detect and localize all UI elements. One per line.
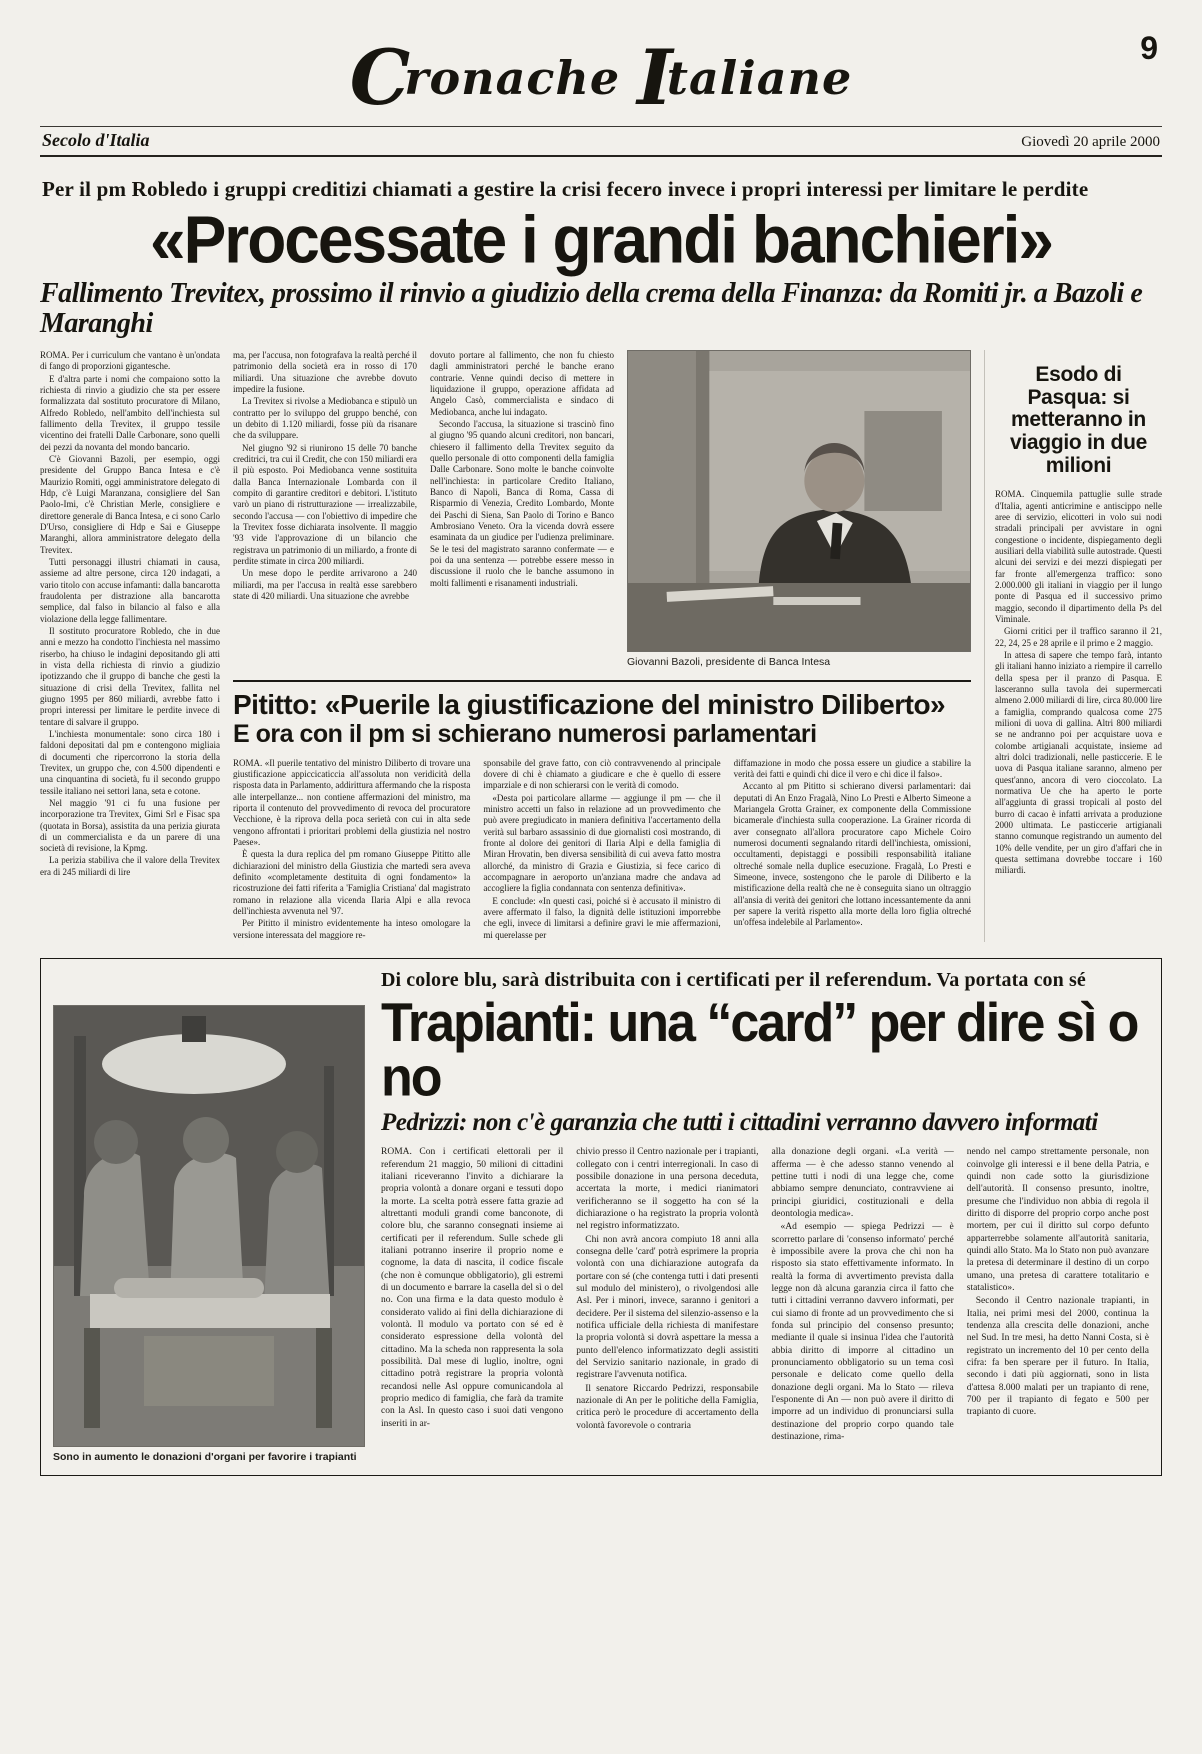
easter-headline: Esodo di Pasqua: si metteranno in viaggio in due milioni [1010,363,1147,477]
main-body [40,350,1162,942]
middle-top-row [233,350,971,668]
transplant-article [40,958,1162,1476]
masthead-word-1: ronache [404,51,621,105]
transplant-column-1: ROMA. Con i certificati elettorali per il referendum 21 maggio, 50 milioni di cittadini italiani riceveranno l'invito a dichiarare la propria volontà a donare organi e tessuti dopo la morte. La scelta potrà essere fatta grazie ad altrettanti moduli grandi come banconote, di colore blu, che saranno consegnati insieme ai certificati per il referendum. Sulle schede gli italiani potranno inserire il proprio nome e cognome, la data di nascita, il codice fiscale (che non è comunque obbligatorio), gli estremi di un documento e barrare la casella del sì o del no. Con una firma e la data questo modulo è considerato valido ai fini della dichiarazione di volontà. Il modulo va portato con sé ed è considerato espressione della volontà del cittadino. Ma la scheda non rappresenta la sola possibilità. Dal mese di luglio, inoltre, ogni cittadino potrà registrare la propria volontà recandosi nelle Asl oppure comunicandola al proprio medico di famiglia, che farà da tramite con la Asl. In questo caso i suoi dati vengono inseriti in ar- [381,1147,564,1429]
transplant-headline: Trapianti: una “card” per dire sì o no [381,992,1138,1109]
pititto-column-3: diffamazione in modo che possa essere un giudice a stabilire la verità dei fatti e quindi chi dice il vero e chi dice il falso». Accanto al pm Pititto si schierano diversi parlamentari: dai deputati di An Enzo Fragalà, Nino Lo Presti e Alberto Simeone a Mariangela Grotta Grainer, ex componente della Commissione bicamerale d'inchiesta sulla cooperazione. La Grainer ricorda di aver consegnato all'allora procuratore capo Michele Coiro numerosi documenti segnalando ritardi dell'inchiesta, omissioni, occultamenti, depistaggi e possibili responsabilità italiane oltreché somale nella duplice esecuzione. Fragalà, Lo Presti e Simeone, invece, sostengono che le parole di Diliberto e la mistificazione della realtà che ne è conseguita siano un oltraggio all'ansia di verità dei genitori che lottano incessantemente da anni per sapere la verità rispetto alla morte della loro figlia oltreché un'offesa indelebile al Parlamento». [733,757,971,928]
masthead-initial-i: I [637,33,667,122]
pititto-columns [233,758,971,942]
bazoli-photo-art [628,351,970,651]
masthead [40,30,1162,120]
transplant-text-area [381,967,1149,1463]
masthead-word-2: taliane [666,51,853,105]
transplant-column-2: chivio presso il Centro nazionale per i trapianti, collegato con i centri interregionali. In caso di possibile donazione in una persona deceduta, accertata la morte, i medici rianimatori verificheranno se il soggetto ha con sé la dichiarazione o ha registrato la propria volontà nel registro informatizzato. Chi non avrà ancora compiuto 18 anni alla consegna delle 'card' potrà esprimere la propria volontà con una dichiarazione autografa da portare con sé (che contenga tutti i dati presenti sul modulo del ministero), o rivolgendosi alle Asl. Per i minori, invece, saranno i genitori a decidere. Per il sistema del silenzio-assenso e la notifica ufficiale della richiesta di manifestare la propria volontà si dovrà aspettare la messa a punto dell'elenco informatizzato degli assistiti del Servizio sanitario nazionale, in grado di registrare l'avvenuta notifica. Il senatore Riccardo Pedrizzi, responsabile nazionale di An per le politiche della Famiglia, critica però le procedure di accertamento della volontà favorevole o contraria [576,1147,759,1431]
middle-area [233,350,971,942]
main-column-3: dovuto portare al fallimento, che non fu chiesto dagli amministratori perché le banche erano contrarie. Venne quindi deciso di mettere in liquidazione il gruppo, operazione affidata ad Angelo Casò, commercialista e sindaco di Mediobanca, anche lui indagato. Secondo l'accusa, la situazione si trascinò fino al giugno '95 quando alcuni creditori, non bancari, chiesero il fallimento della Trevitex seguito da quello personale di otto componenti della famiglia Dalle Carbonare. Sono molte le banche coinvolte nell'inchiesta: in particolare Credito Italiano, Banco di Napoli, Banca di Roma, Cassa di Risparmio di Venezia, Credito Lombardo, Monte dei Paschi di Siena, San Paolo di Torino e Banco Ambrosiano Veneto. Ora la vicenda dovrà essere esaminata da un giudice per l'udienza preliminare. Se le tesi del magistrato saranno confermate — e poi da una sentenza — potrebbe essere messo in discussione il ruolo che le banche assumono in molti fallimenti e risanamenti industriali. [430,350,614,588]
page-number: 9 [1140,30,1158,66]
pititto-column-2: sponsabile del grave fatto, con ciò contravvenendo al principale dovere di chi è chiamato a giudicare e che è quello di essere imparziale e di non schierarsi con le verità di comodo. «Desta poi particolare allarme — aggiunge il pm — che il ministro accetti un falso in relazione ad un provvedimento che può avere pregiudicato in maniera definitiva l'accertamento della verità sul barbaro assassinio di due giornalisti così mostrando, di fronte al dolore dei genitori di Ilaria Alpi e della famiglia di Miran Hrovatin, ben diversa sensibilità di cui aveva fatto mostra allorché, da ministro di Grazia e Giustizia, si fece carico di accompagnare in aeroporto un'anziana madre che andava ad accogliere la figlia condannata con sentenza definitiva». E conclude: «In questi casi, poiché si è accusato il ministro di avere affermato il falso, la dignità delle istituzioni imporrebbe che egli, invece di limitarsi a definire gravi le mie affermazioni, mi querelasse per [483,757,721,940]
surgery-photo-caption: Sono in aumento le donazioni d'organi per favorire i trapianti [53,1450,357,1463]
pititto-article [233,680,971,942]
main-kicker: Per il pm Robledo i gruppi creditizi chiamati a gestire la crisi fecero invece i propri interessi per limitare le perdite [42,177,1089,201]
main-column-1: ROMA. Per i curriculum che vantano è un'ondata di fango di proporzioni gigantesche. E d'altra parte i nomi che compaiono sotto la richiesta di rinvio a giudizio che sta per essere formalizzata dal sostituto procuratore di Milano, Alfredo Robledo, nell'ambito dell'inchiesta sul fallimento della Trevitex, il gruppo tessile vicentino dei fratelli Dalle Carbonare, sono quelli dei pezzi da novanta del mondo bancario. C'è Giovanni Bazoli, per esempio, oggi presidente del Gruppo Banca Intesa e c'è Maurizio Romiti, oggi amministratore delegato di Hdp, c'è Luigi Maranzana, consigliere del San Paolo-Imi, c'è Christian Merle, consigliere e direttore generale di Banca Intesa, e ci sono Carlo D'Urso, consigliere di Hdp e Sai e Giuseppe Maranghi, allora amministratore delegato della Trevitex. Tutti personaggi illustri chiamati in causa, assieme ad altre persone, circa 120 indagati, a vario titolo con accuse infamanti: dalla bancarotta fraudolenta per distrazione alla bancarotta semplice, dal falso in bilancio al falso e alla violazione della legge fallimentare. Il sostituto procuratore Robledo, che in due anni e mezzo ha condotto l'inchiesta nel massimo riserbo, ha chiuso le indagini depositando gli atti in vista della richiesta di rinvio a giudizio ipotizzando che il gruppo di banche che gestì la situazione di crisi della Trevitex, fallita nel giugno 1995 per 860 miliardi, avrebbe fatto i propri interessi per limitare le perdite invece di tentare di salvare il gruppo. L'inchiesta monumentale: sono circa 180 i faldoni depositati dal pm e contengono migliaia di documenti che ripercorrono la storia della Trevitex, un gruppo che, con 4.500 dipendenti e una cinquantina di società, fu il secondo gruppo tessile italiano nei settori lana, seta e cotone. Nel maggio '91 ci fu una fusione per incorporazione tra Trevitex, Gimi Srl e Fisac spa (quotata in Borsa), assistita da una perizia giurata di un commercialista e da un parere di una società di revisione, la Kpmg. La perizia stabiliva che il valore della Trevitex era di 245 miliardi di lire [40,350,220,877]
bazoli-photo-block [627,350,971,668]
newspaper-name: Secolo d'Italia [42,130,150,150]
pititto-headline-1: Pititto: «Puerile la giustificazione del ministro Diliberto» [233,689,946,721]
transplant-subhead: Pedrizzi: non c'è garanzia che tutti i cittadini verranno davvero informati [381,1108,1098,1136]
bazoli-photo-caption: Giovanni Bazoli, presidente di Banca Intesa [627,656,831,669]
pititto-headline-2: E ora con il pm si schierano numerosi parlamentari [233,720,817,749]
masthead-initial-c: C [349,33,405,122]
transplant-kicker: Di colore blu, sarà distribuita con i certificati per il referendum. Va portata con sé [381,968,1086,991]
main-column-2: ma, per l'accusa, non fotografava la realtà perché il patrimonio della società era in rosso di 170 miliardi. Una situazione che avrebbe dovuto impedire la fusione. La Trevitex si rivolse a Mediobanca e stipulò un contratto per lo sviluppo del gruppo benché, con un debito di 1.120 miliardi, fosse più da risanare che da sviluppare. Nel giugno '92 si riunirono 15 delle 70 banche creditrici, tra cui il Credit, che con 150 miliardi era il più esposto. Poi Mediobanca venne sostituita dalla Banca Internazionale Lombarda con il compito di garantire creditori e debitori. L'istituto varò un piano di ristrutturazione — irrealizzabile, secondo l'accusa — con l'obiettivo di impedire che la Trevitex fosse dichiarata insolvente. Il maggio '93 vide l'approvazione di un bilancio che registrava un patrimonio di un miliardo, a fronte di perdite stimate in circa 200 miliardi. Un mese dopo le perdite arrivarono a 240 miliardi, ma per l'accusa in realtà esse sarebbero state di 420 miliardi. Una situazione che avrebbe [233,350,417,601]
dateline [40,126,1162,157]
transplant-column-3: alla donazione degli organi. «La verità — afferma — è che adesso stanno venendo al pettine tutti i nodi di una legge che, come abbiamo sempre denunciato, contravviene ai principi giuridici, costituzionali e della deontologia medica». «Ad esempio — spiega Pedrizzi — è scorretto parlare di 'consenso informato' perché è impossibile avere la prova che chi non ha risposto sia stato effettivamente informato. In realtà la forma di avvertimento prevista dalla legge non dà alcuna garanzia circa il fatto che tutti i cittadini verranno davvero informati, per cui siamo di fronte ad un provvedimento che si fonda sul principio del consenso presunto; mediante il quale si insinua l'idea che l'autorità abbia diritto di imporre al cittadino un pronunciamento obbligatorio su un tema così personale e delicato come quello della donazione degli organi. Ma lo Stato — rileva l'esponente di An — non può avere il diritto di imporre ad un individuo di pronunciarsi sulla destinazione del proprio corpo quando tale destinazione, rima- [771,1147,954,1443]
surgery-photo-art [54,1006,364,1446]
easter-sidebar [984,350,1162,942]
easter-body: ROMA. Cinquemila pattuglie sulle strade d'Italia, agenti anticrimine e antiscippo nelle aree di servizio, elicotteri in volo sui nodi stradali principali per avvistare in ogni congestione o incidente, dispiegamento degli ausiliari della viabilità sulle autostrade. Questi alcuni dei servizi e dei mezzi dispiegati per far fronte all'emergenza traffico: sono 2.000.000 gli italiani in viaggio per il lungo ponte di Pasqua ed il successivo primo maggio, secondo il dipartimento della Ps del Viminale. Giorni critici per il traffico saranno il 21, 22, 24, 25 e 28 aprile e il primo e 2 maggio. In attesa di sapere che tempo farà, intanto gli italiani hanno iniziato a riempire il carrello della spesa per il pranzo di Pasqua. E lasceranno sulla tavola dei supermercati almeno 2.000 miliardi di lire, circa 80.000 lire a famiglia, comprando qualcosa come 275 milioni di uova di gallina. Altri 800 miliardi se ne andranno poi per acquistare uova e colombe artigianali acquistate, insieme ad altri dolci tradizionali, nelle pasticcerie. E le uova di Pasqua italiane saranno, almeno per quest'anno, ancora di vero cioccolato. La normativa Ue che ha aperto le porte all'aggiunta di grassi tropicali al posto del burro di cacao è infatti arrivata a produzione 2000 ultimata. Le pasticcerie artigianali stanno comunque registrando un aumento del 10% delle vendite, per un giro d'affari che in questa settimana dovrebbe toccare i 160 miliardi. [995,489,1162,876]
surgery-photo [53,1005,365,1447]
surgery-photo-block [53,967,365,1463]
issue-date: Giovedì 20 aprile 2000 [1021,134,1160,150]
main-subhead: Fallimento Trevitex, prossimo il rinvio a giudizio della crema della Finanza: da Romiti jr. a Bazoli e Maranghi [40,278,1143,339]
pititto-column-1: ROMA. «Il puerile tentativo del ministro Diliberto di trovare una giustificazione appiccicaticcia all'assoluta non veridicità della risposta data in Parlamento, addirittura affermando che la risposta alle interpellanze... non contiene affermazioni del ministro, ma riporta il contenuto del provvedimento di revoca del procuratore Vecchione, è la riprova della poca serietà con cui in alta sede vengono affrontati i prioritari problemi della giustizia nel nostro Paese». È questa la dura replica del pm romano Giuseppe Pititto alle dichiarazioni del ministro della Giustizia che martedì sera aveva definito «completamente destituita di ogni fondamento» la ricostruzione dei fatti riferita a 'Famiglia Cristiana' dal magistrato romano in relazione alla vicenda Ilaria Alpi e alla revoca dell'inchiesta avvenuta nel '97. Per Pititto il ministro evidentemente ha inteso omologare la versione interessata del maggiore re- [233,757,471,940]
transplant-column-4: nendo nel campo strettamente personale, non coinvolge gli interessi e il bene della Patria, e quindi non cade sotto la giurisdizione dell'autorità. Il consenso presunto, inoltre, presume che l'individuo non abbia di regola il diritto di disporre del proprio corpo anche post mortem, per cui il diritto sul corpo defunto apparterrebbe solamente all'autorità sanitaria, quindi allo Stato. Ma lo Stato non può avanzare la pretesa di determinare il destino di un corpo umano, una pretesa di carattere totalitario e statalistico». Secondo il Centro nazionale trapianti, in Italia, nei primi mesi del 2000, continua la tendenza alla crescita delle donazioni, anche nel Sud. In tre mesi, ha detto Nanni Costa, si è registrato un incremento del 10 per cento della cifra: fa ben sperare per il futuro. In Italia, secondo i dati più aggiornati, sono in lista d'attesa 8.000 malati per un trapianto di rene, 700 per il trapianto di fegato e 500 per trapianto di cuore. [966,1147,1149,1418]
main-headline: «Processate i grandi banchieri» [150,201,1052,278]
bazoli-photo [627,350,971,652]
transplant-columns [381,1146,1149,1444]
section-title [40,33,1162,122]
